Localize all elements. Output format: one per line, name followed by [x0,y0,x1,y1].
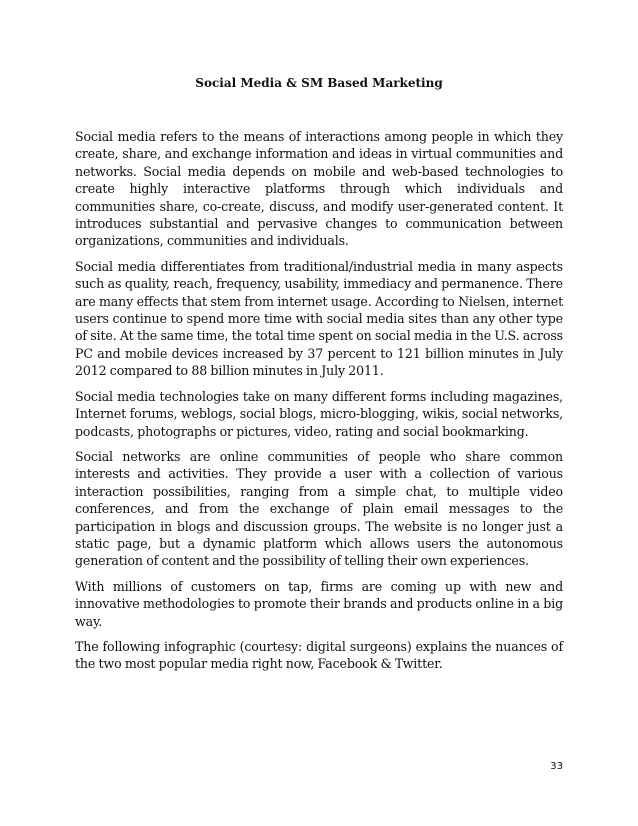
paragraph-1: Social media refers to the means of interactions among people in which they create, share, and exchange information and ideas in virtual communities and networks. Social media depends on mobile and web-based technologies to create highly interactive platforms through which individuals and communities share, co-create, discuss, and modify user-generated content. It introduces substantial and pervasive changes to communication between organizations, communities and individuals. [75,129,563,249]
paragraph-3: Social media technologies take on many different forms including magazines, Internet forums, weblogs, social blogs, micro-blogging, wikis, social networks, podcasts, photographs or pictures, video, rating and social bookmarking. [75,388,563,439]
body-text [75,128,563,681]
paragraph-4: Social networks are online communities of people who share common interests and activities. They provide a user with a collection of various interaction possibilities, ranging from a simple chat, to multiple video conferences, and from the exchange of plain email messages to the participation in blogs and discussion groups. The website is no longer just a static page, but a dynamic platform which allows users the autonomous generation of content and the possibility of telling their own experiences. [75,448,563,569]
page-title: Social Media & SM Based Marketing [195,76,443,90]
paragraph-2: Social media differentiates from traditional/industrial media in many aspects such as quality, reach, frequency, usability, immediacy and permanence. There are many effects that stem from internet usage. According to Nielsen, internet users continue to spend more time with social media sites than any other type of site. At the same time, the total time spent on social media in the U.S. across PC and mobile devices increased by 37 percent to 121 billion minutes in July 2012 compared to 88 billion minutes in July 2011. [75,258,563,379]
paragraph-6: The following infographic (courtesy: digital surgeons) explains the nuances of the two most popular media right now, Facebook & Twitter. [75,638,563,672]
page-number: 33 [550,761,563,772]
paragraph-5: With millions of customers on tap, firms are coming up with new and innovative methodologies to promote their brands and products online in a big way. [75,578,563,629]
